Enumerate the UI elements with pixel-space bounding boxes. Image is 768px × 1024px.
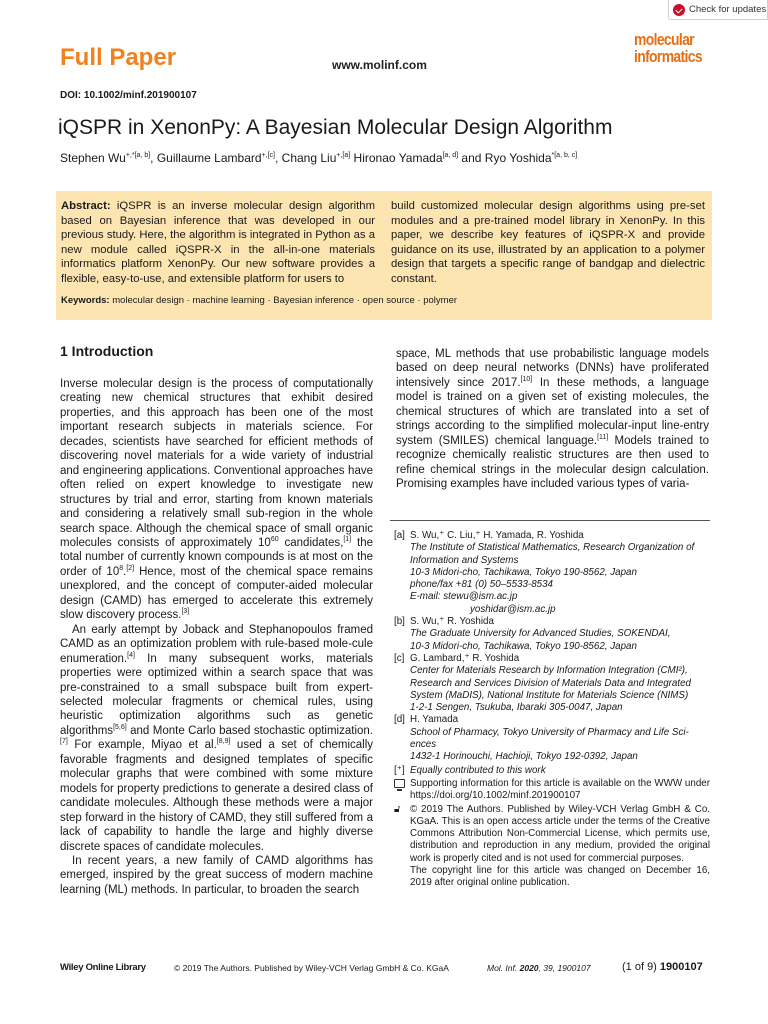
affiliation-body xyxy=(410,530,710,616)
affiliation-line: 10-3 Midori-cho, Tachikawa, Tokyo 190-8562, Japan xyxy=(410,566,637,578)
logo-line-2: informatics xyxy=(634,47,702,66)
affiliation-line: The Graduate University for Advanced Studies, SOKENDAI, xyxy=(410,628,671,640)
citation-superscript: [2] xyxy=(126,565,135,573)
citation-superscript: 8 xyxy=(119,565,124,573)
affiliation-entry xyxy=(394,530,710,616)
affiliation-names: S. Wu,⁺ R. Yoshida xyxy=(410,616,494,628)
equal-contribution-text: Equally contributed to this work xyxy=(410,764,546,776)
equal-contribution-tag: [⁺] xyxy=(394,764,405,776)
journal-citation: Mol. Inf. 2020, 39, 1900107 xyxy=(487,963,591,973)
author-name: Ryo Yoshida xyxy=(484,151,552,165)
citation-superscript: [11] xyxy=(597,433,609,441)
affiliation-tag: [b] xyxy=(394,616,405,628)
affiliation-body xyxy=(410,714,710,763)
author-name: Stephen Wu xyxy=(60,151,126,165)
article-number: , 1900107 xyxy=(552,963,591,973)
author-name: Hironao Yamada xyxy=(353,151,443,165)
author-affiliation-marker: *[a, b, c] xyxy=(551,152,578,159)
keywords-list: molecular design · machine learning · Bayesian inference · open source · polymer xyxy=(109,295,458,306)
affiliations xyxy=(394,530,710,890)
author-affiliation-marker: +,[c] xyxy=(261,152,275,159)
license-note xyxy=(394,804,710,890)
citation-superscript: [10] xyxy=(520,376,533,384)
citation-superscript: [8,9] xyxy=(216,738,231,746)
journal-volume: 39 xyxy=(543,963,553,973)
check-for-updates-button[interactable] xyxy=(668,0,768,20)
author-list: Stephen $Wu^{+,*[a, b]}$, Guillaume Lambard$^{+,[c]}$, Chang Liu$^{+,[a]}$ Hironao Yamada[a, d] and Ryo Yoshida$^{*[a, b, c]}$ xyxy=(60,151,578,165)
doi[interactable]: DOI: 10.1002/minf.201900107 xyxy=(60,90,197,101)
affiliation-line: 10-3 Midori-cho, Tachikawa, Tokyo 190-8562, Japan xyxy=(410,640,637,652)
supporting-info-text: Supporting information for this article is available on the WWW under https://doi.org/10.1002/minf.201900107 xyxy=(410,777,710,802)
affiliation-line: The Institute of Statistical Mathematics, Research Organization of Information and Systems xyxy=(410,542,695,566)
abstract-right-column: build customized molecular design algorithms using pre-set modules and a pre-trained model library in XenonPy. In this paper, we describe key features of iQSPR-X and provide guidance on its use, illustrated by an application to a polymer design that targets a specific range of bandgap and dielectric constant. xyxy=(391,200,705,285)
logo-line-1: molecular xyxy=(634,30,694,49)
equal-contribution-note xyxy=(394,765,710,777)
page-number xyxy=(622,961,703,973)
article-title: iQSPR in XenonPy: A Bayesian Molecular Design Algorithm xyxy=(58,116,613,139)
affiliation-names: G. Lambard,⁺ R. Yoshida xyxy=(410,652,520,664)
affiliation-tag: [c] xyxy=(394,652,405,664)
affiliation-line: 1432-1 Horinouchi, Hachioji, Tokyo 192-0392, Japan xyxy=(410,751,638,763)
citation-superscript: [1] xyxy=(343,536,352,544)
journal-year: 2020 xyxy=(519,963,539,973)
affiliation-line: phone/fax +81 (0) 50–5533-8534 xyxy=(410,579,553,591)
author-affiliation-marker: +,*[a, b] xyxy=(125,152,151,159)
open-access-icon: 🔓︎ xyxy=(394,803,401,815)
affiliation-names: S. Wu,⁺ C. Liu,⁺ H. Yamada, R. Yoshida xyxy=(410,530,584,541)
body-paragraph: space, ML methods that use probabilistic language models based on deep neural networks (DNNs) have proliferated intensively since 2017.[10] In these methods, a language model is trained on a given set of existing molecules, the chemical structures of which are translated into a set of strings according to the simplified molecular-input line-entry system (SMILES) chemical language.[11] Models trained to recognize chemically realistic structures are then used to refine chemical strings in the molecular design calculation. Promising examples have included various types of varia- xyxy=(396,348,709,491)
section-label: Full Paper xyxy=(60,44,177,71)
abstract-left-column xyxy=(61,199,375,287)
affiliation-line: School of Pharmacy, Tokyo University of Pharmacy and Life Sci-ences xyxy=(410,726,689,751)
copyright-change-text: The copyright line for this article was changed on December 16, 2019 after original online publication. xyxy=(410,865,710,889)
abstract-box xyxy=(56,191,712,320)
journal-website-link[interactable]: www.molinf.com xyxy=(332,58,427,72)
affiliation-line: Center for Materials Research by Information Integration (CMI²), Research and Services Division of Materials Data and Integrated System (MaDIS), National Institute for Materials Science (NIMS) xyxy=(410,665,691,701)
affiliation-tag: [d] xyxy=(394,714,405,726)
body-paragraph: Inverse molecular design is the process of computationally creating new chemical structures that exhibit desired properties, and this approach has been one of the most important research subjects in materials science. For decades, scientists have searched for efficient methods of discovering novel materials for a wide variety of industrial and engineering applications. Conventional approaches have often relied on expert knowledge to investigate new structures by trial and error, starting from known materials and considering a relatively small sub-region in the whole search space. Although the chemical space of small organic molecules consists of approximately $10^{60}$ candidates,[1] the total number of currently known compounds is at most on the order of $10^8.[2]$ Hence, most of the chemical space remains unexplored, and the concept of computer-aided molecular design (CAMD) has emerged to accelerate this extremely slow discovery process.[3] xyxy=(60,378,373,622)
supporting-info-note xyxy=(394,778,710,803)
author-name: Guillaume Lambard xyxy=(156,151,262,165)
affiliation-names: H. Yamada xyxy=(410,714,459,726)
journal-name: Mol. Inf. xyxy=(487,963,518,973)
affiliation-line: E-mail: stewu@ism.ac.jp xyxy=(410,591,518,603)
affiliation-divider xyxy=(390,520,710,521)
section-heading-introduction: 1 Introduction xyxy=(60,343,154,359)
citation-superscript: [5,6] xyxy=(113,724,127,732)
page-of: (1 of 9) xyxy=(622,961,657,973)
license-text: © 2019 The Authors. Published by Wiley-VCH Verlag GmbH & Co. KGaA. This is an open access article under the terms of the Creative Commons Attribution Non-Commercial License, which permits use, distribution and reproduction in any medium, provided the original work is properly cited and is not used for commercial purposes. xyxy=(410,803,710,864)
keywords xyxy=(61,295,457,306)
abstract-text-left: iQSPR is an inverse molecular design algorithm based on Bayesian inference that was developed in our previous study. Here, the algorithm is integrated in Python as a new module called iQSPR-X in the all-in-one materials informatics platform XenonPy. Our new software provides a flexible, easy-to-use, and extensible platform for users to xyxy=(61,200,375,285)
affiliation-body xyxy=(410,616,710,653)
journal-logo xyxy=(634,31,700,65)
license-body xyxy=(410,804,710,890)
citation-superscript: 60 xyxy=(270,536,279,544)
affiliation-body xyxy=(410,653,710,714)
body-left-column xyxy=(60,377,373,897)
author-affiliation-marker: +,[a] xyxy=(336,152,351,159)
affiliation-entry xyxy=(394,616,710,653)
abstract-label: Abstract: xyxy=(61,200,111,212)
page-id: 1900107 xyxy=(659,961,703,973)
footer-copyright: © 2019 The Authors. Published by Wiley-VCH Verlag GmbH & Co. KGaA xyxy=(174,963,449,973)
wiley-online-library-logo: Wiley Online Library xyxy=(60,962,146,973)
affiliation-entry xyxy=(394,714,710,763)
body-paragraph: An early attempt by Joback and Stephanopoulos framed CAMD as an optimization problem with rule-based mole-cule enumeration.[4] In many subsequent works, materials properties were optimized within a search space that was pre-constrained to a small subspace built from expert-selected molecular fragments or chemical rules, using heuristic optimization algorithms such as genetic algorithms[5,6] and Monte Carlo based stochastic optimization.[7] For example, Miyao et al.[8,9] used a set of chemically favorable fragments and designed templates of specific molecular graphs that were combined with some mixture models for property predictions to generate a desired class of candidate molecules. Although these methods were a major step forward in the history of CAMD, they still suffered from a lack of capability to handle the large and highly diverse discrete spaces of candidate molecules. xyxy=(60,623,373,853)
check-updates-icon xyxy=(673,4,685,16)
body-right-column xyxy=(396,347,709,492)
author-affiliation-marker: [a, d] xyxy=(442,152,459,159)
citation-superscript: [7] xyxy=(60,738,68,746)
body-paragraph: In recent years, a new family of CAMD algorithms has emerged, inspired by the great success of modern machine learning (ML) methods. In particular, to broaden the search xyxy=(60,854,373,896)
citation-superscript: [3] xyxy=(181,608,190,616)
keywords-label: Keywords: xyxy=(61,295,110,306)
monitor-icon-shape xyxy=(394,779,405,788)
affiliation-line: 1-2-1 Sengen, Tsukuba, Ibaraki 305-0047, Japan xyxy=(410,702,623,714)
monitor-icon xyxy=(394,778,410,803)
check-updates-label: Check for updates xyxy=(689,4,767,15)
affiliation-email: yoshidar@ism.ac.jp xyxy=(470,603,556,615)
author-name: Chang Liu xyxy=(281,151,337,165)
citation-superscript: [4] xyxy=(127,651,135,659)
affiliation-entry xyxy=(394,653,710,714)
affiliation-tag: [a] xyxy=(394,530,405,541)
